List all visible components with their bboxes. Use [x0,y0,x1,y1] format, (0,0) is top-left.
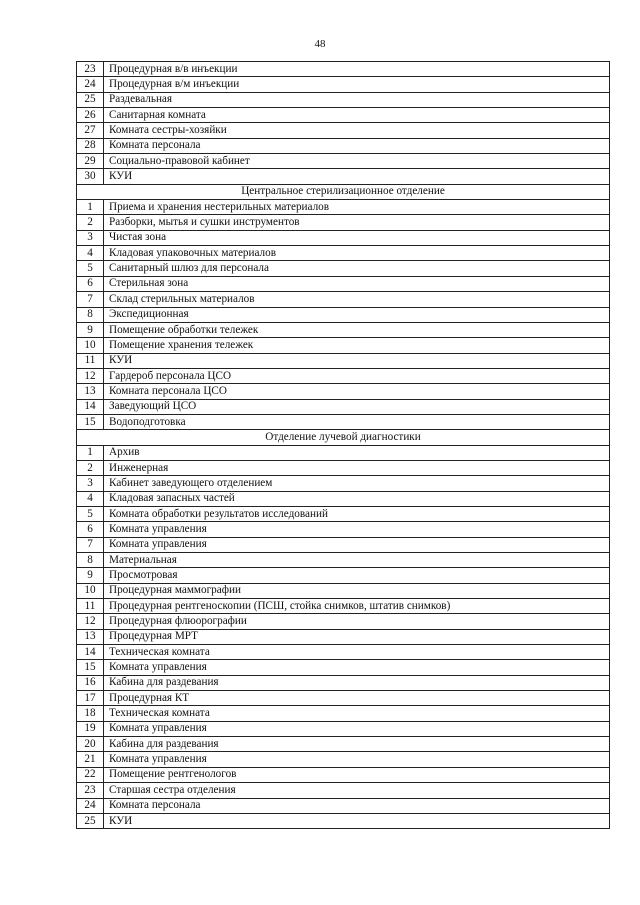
table-row [77,767,610,782]
table-row [77,123,610,138]
row-number: 25 [77,813,104,828]
room-name: КУИ [104,169,610,184]
table-row [77,783,610,798]
table-row [77,108,610,123]
row-number: 4 [77,246,104,261]
table-row [77,537,610,552]
table-row [77,599,610,614]
row-number: 13 [77,629,104,644]
row-number: 29 [77,154,104,169]
row-number: 7 [77,537,104,552]
row-number: 5 [77,261,104,276]
room-name: Стерильная зона [104,276,610,291]
table-row [77,553,610,568]
room-name: Раздевальная [104,92,610,107]
room-name: Комната персонала [104,798,610,813]
row-number: 18 [77,706,104,721]
row-number: 23 [77,783,104,798]
room-name: Помещение обработки тележек [104,322,610,337]
room-name: Процедурная в/м инъекции [104,77,610,92]
room-name: Гардероб персонала ЦСО [104,368,610,383]
table-row [77,230,610,245]
room-name: Кладовая упаковочных материалов [104,246,610,261]
row-number: 22 [77,767,104,782]
table-row [77,384,610,399]
table-row [77,506,610,521]
room-name: Кабина для раздевания [104,675,610,690]
row-number: 28 [77,138,104,153]
table-row [77,307,610,322]
row-number: 14 [77,645,104,660]
room-name: Комната управления [104,721,610,736]
row-number: 11 [77,599,104,614]
table-row [77,399,610,414]
row-number: 8 [77,553,104,568]
row-number: 4 [77,491,104,506]
room-name: Материальная [104,553,610,568]
table-row [77,414,610,429]
row-number: 13 [77,384,104,399]
row-number: 19 [77,721,104,736]
row-number: 17 [77,691,104,706]
row-number: 7 [77,292,104,307]
row-number: 15 [77,660,104,675]
section-header-row [77,430,610,445]
room-name: Техническая комната [104,706,610,721]
table-row [77,614,610,629]
room-name: Кабина для раздевания [104,737,610,752]
table-row [77,368,610,383]
room-name: Склад стерильных материалов [104,292,610,307]
room-name: Процедурная флюорографии [104,614,610,629]
table-row [77,292,610,307]
room-name: Процедурная МРТ [104,629,610,644]
room-name: Помещение хранения тележек [104,338,610,353]
room-name: Комната управления [104,660,610,675]
table-row [77,491,610,506]
room-name: КУИ [104,353,610,368]
room-name: Разборки, мытья и сушки инструментов [104,215,610,230]
room-name: Кабинет заведующего отделением [104,476,610,491]
room-name: Приема и хранения нестерильных материалов [104,200,610,215]
row-number: 12 [77,368,104,383]
row-number: 10 [77,338,104,353]
row-number: 26 [77,108,104,123]
room-name: Комната персонала [104,138,610,153]
row-number: 12 [77,614,104,629]
room-name: Комната управления [104,537,610,552]
row-number: 5 [77,506,104,521]
row-number: 6 [77,276,104,291]
row-number: 3 [77,230,104,245]
table-row [77,322,610,337]
row-number: 6 [77,522,104,537]
row-number: 23 [77,62,104,77]
table-row [77,691,610,706]
row-number: 15 [77,414,104,429]
table-row [77,645,610,660]
table-row [77,568,610,583]
row-number: 21 [77,752,104,767]
table-row [77,813,610,828]
room-name: Комната обработки результатов исследований [104,506,610,521]
table-row [77,154,610,169]
room-name: Заведующий ЦСО [104,399,610,414]
row-number: 1 [77,200,104,215]
room-name: Экспедиционная [104,307,610,322]
room-name: Комната управления [104,752,610,767]
table-row [77,62,610,77]
room-name: КУИ [104,813,610,828]
room-name: Санитарный шлюз для персонала [104,261,610,276]
room-name: Старшая сестра отделения [104,783,610,798]
table-row [77,353,610,368]
room-name: Комната сестры-хозяйки [104,123,610,138]
room-name: Процедурная маммографии [104,583,610,598]
table-row [77,138,610,153]
row-number: 9 [77,322,104,337]
room-name: Водоподготовка [104,414,610,429]
room-name: Комната персонала ЦСО [104,384,610,399]
table-row [77,660,610,675]
row-number: 30 [77,169,104,184]
table-row [77,276,610,291]
row-number: 25 [77,92,104,107]
section-header-row [77,184,610,199]
row-number: 16 [77,675,104,690]
table-row [77,215,610,230]
rooms-table [76,61,610,829]
room-name: Архив [104,445,610,460]
section-title: Отделение лучевой диагностики [77,430,610,445]
table-row [77,752,610,767]
room-name: Процедурная рентгеноскопии (ПСШ, стойка снимков, штатив снимков) [104,599,610,614]
table-row [77,92,610,107]
table-row [77,706,610,721]
room-name: Помещение рентгенологов [104,767,610,782]
table-row [77,629,610,644]
table-row [77,737,610,752]
room-name: Процедурная в/в инъекции [104,62,610,77]
table-row [77,522,610,537]
room-name: Просмотровая [104,568,610,583]
section-title: Центральное стерилизационное отделение [77,184,610,199]
table-row [77,338,610,353]
room-name: Кладовая запасных частей [104,491,610,506]
room-name: Комната управления [104,522,610,537]
row-number: 11 [77,353,104,368]
row-number: 20 [77,737,104,752]
table-row [77,583,610,598]
table-row [77,798,610,813]
row-number: 1 [77,445,104,460]
table-row [77,169,610,184]
table-row [77,261,610,276]
room-name: Инженерная [104,460,610,475]
table-row [77,77,610,92]
row-number: 9 [77,568,104,583]
room-name: Санитарная комната [104,108,610,123]
row-number: 24 [77,798,104,813]
row-number: 2 [77,460,104,475]
table-row [77,445,610,460]
room-name: Социально-правовой кабинет [104,154,610,169]
row-number: 14 [77,399,104,414]
table-row [77,675,610,690]
room-name: Чистая зона [104,230,610,245]
row-number: 2 [77,215,104,230]
room-name: Процедурная КТ [104,691,610,706]
row-number: 10 [77,583,104,598]
row-number: 24 [77,77,104,92]
rooms-table-body [77,62,610,829]
room-name: Техническая комната [104,645,610,660]
table-row [77,200,610,215]
page-number: 48 [314,38,326,50]
table-row [77,476,610,491]
row-number: 3 [77,476,104,491]
row-number: 27 [77,123,104,138]
row-number: 8 [77,307,104,322]
table-row [77,721,610,736]
table-row [77,460,610,475]
table-row [77,246,610,261]
